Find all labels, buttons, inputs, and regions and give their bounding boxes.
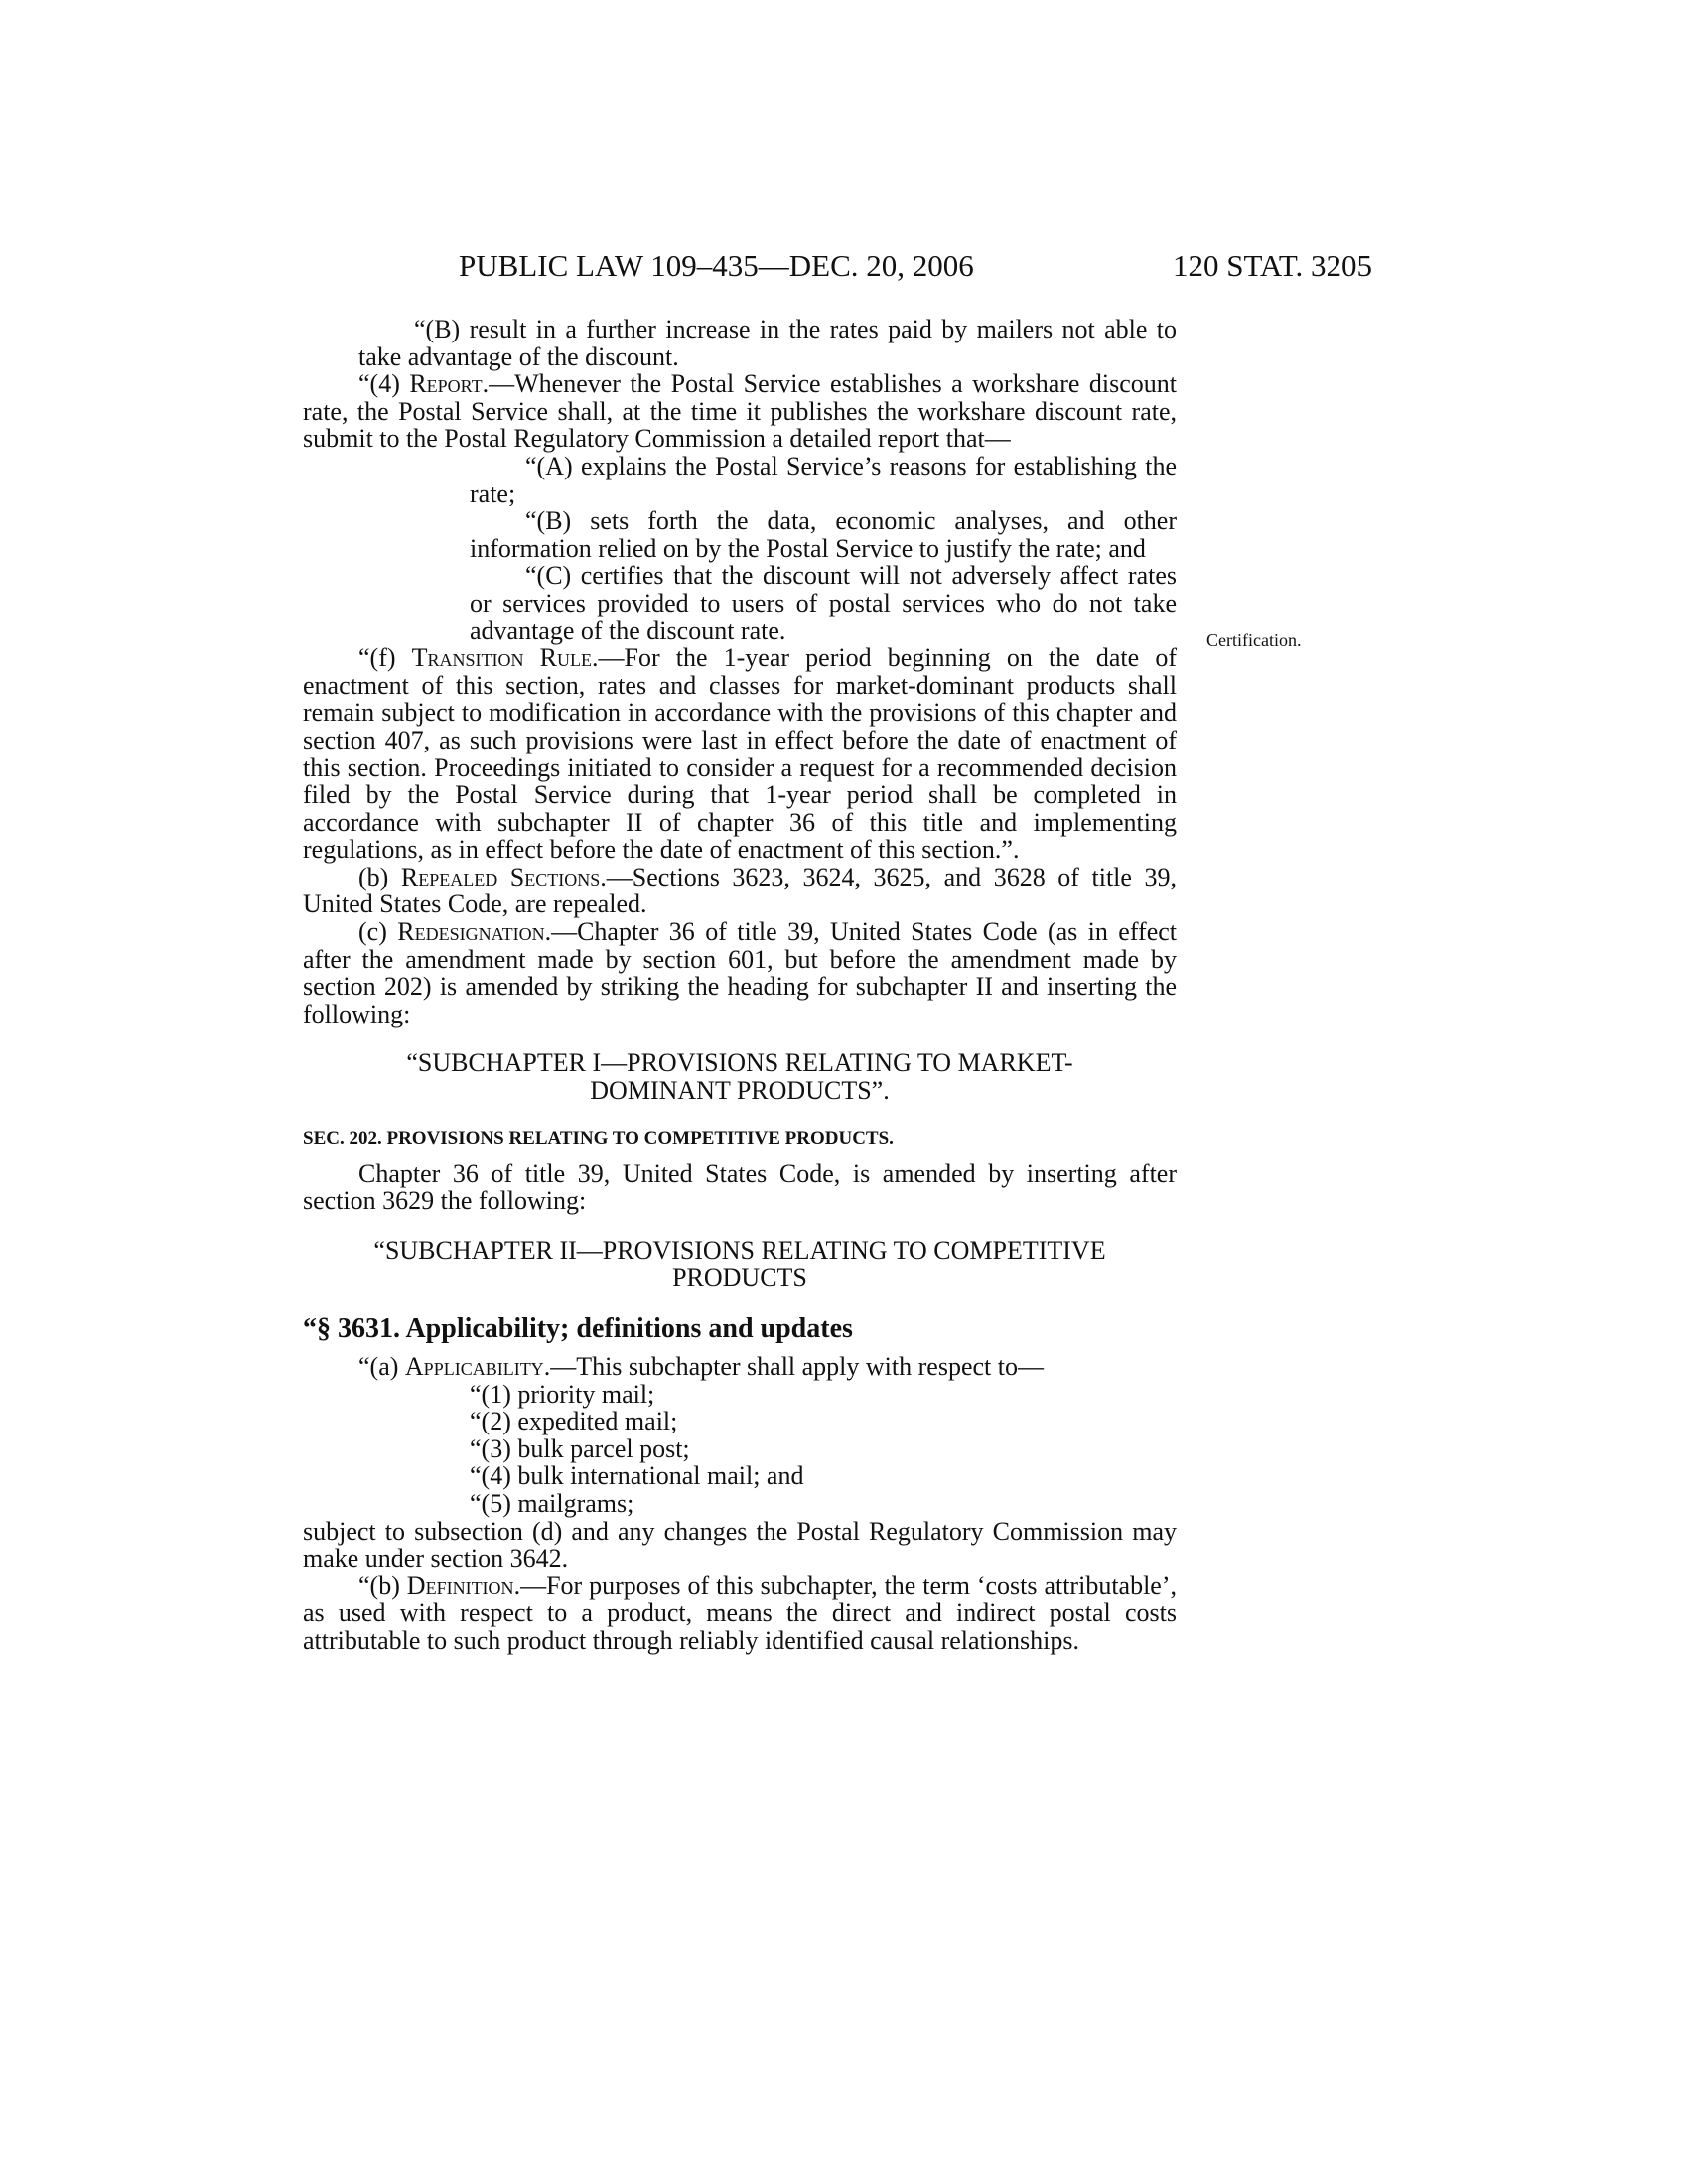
paragraph-b-sets-forth: [303, 507, 1177, 562]
paragraph-text: .—For the 1-year period beginning on the date of enactment of this section, rates and classes for market-dominant products shall remain subject to modification in accordance with the provisions of this chapter and section 407, as such provisions were last in effect before the date of enactment of this section. Proceedings initiated to consider a request for a recommended decision filed by the Postal Service during that 1-year period shall be completed in accordance with subchapter II of chapter 36 of this title and implementing regulations, as in effect before the date of enactment of this section.”.: [303, 643, 1177, 865]
list-item: “(5) mailgrams;: [470, 1488, 634, 1518]
paragraph-label: Report: [409, 369, 483, 399]
page-header: [459, 246, 1372, 286]
margin-note-certification: Certification.: [1206, 630, 1302, 650]
subchapter-2-heading: [303, 1237, 1177, 1292]
section-3631-title: “§ 3631. Applicability; definitions and updates: [303, 1313, 853, 1344]
paragraph-label: Redesignation: [397, 917, 545, 947]
paragraph-text: .—This subchapter shall apply with respect to—: [543, 1352, 1044, 1381]
paragraph-text: .—For purposes of this subchapter, the term ‘costs attributable’, as used with respect to a product, means the direct and indirect postal costs attributable to such product through reliably identified causal relationships.: [303, 1570, 1177, 1655]
paragraph-4-report: [303, 370, 1177, 453]
document-body: [303, 316, 1177, 1655]
paragraph-prefix: (b): [358, 862, 401, 891]
paragraph-label: Definition: [406, 1570, 514, 1600]
paragraph-text: .—Whenever the Postal Service establishes a workshare discount rate, the Postal Service shall, at the time it publishes the workshare discount rate, submit to the Postal Regulatory Commission a detailed report that—: [303, 369, 1177, 454]
paragraph-a-explains: [303, 453, 1177, 507]
paragraph-text: Chapter 36 of title 39, United States Code, is amended by inserting after section 3629 the following:: [303, 1159, 1177, 1216]
paragraph-b-definition: [303, 1572, 1177, 1655]
list-item: “(2) expedited mail;: [470, 1407, 678, 1436]
paragraph-b-result: [303, 316, 1177, 370]
subchapter-1-heading: [303, 1049, 1177, 1104]
header-law-date: PUBLIC LAW 109–435—DEC. 20, 2006: [459, 248, 974, 283]
paragraph-f-transition-rule: [303, 644, 1177, 864]
paragraph-text: “(C) certifies that the discount will not adversely affect rates or services provided to users of postal services who do not take advantage of the discount rate.: [470, 561, 1177, 645]
list-item: “(4) bulk international mail; and: [470, 1461, 804, 1491]
paragraph-subject-to: [303, 1518, 1177, 1572]
paragraph-label: Repealed Sections: [400, 862, 601, 891]
paragraph-c-redesignation: [303, 918, 1177, 1027]
paragraph-c-certifies: [303, 562, 1177, 644]
subchapter-heading-line: PRODUCTS: [672, 1263, 807, 1293]
paragraph-text: “(B) result in a further increase in the rates paid by mailers not able to take advantage of the discount.: [358, 315, 1177, 371]
paragraph-a-applicability: [303, 1353, 1177, 1381]
list-item: “(3) bulk parcel post;: [470, 1433, 690, 1463]
paragraph-label: Transition Rule: [411, 643, 592, 673]
paragraph-text: “(B) sets forth the data, economic analyses, and other information relied on by the Postal Service to justify the rate; and: [470, 506, 1177, 563]
paragraph-text: .—Sections 3623, 3624, 3625, and 3628 of title 39, United States Code, are repealed.: [303, 862, 1177, 919]
paragraph-chapter-36-amended: [303, 1160, 1177, 1215]
paragraph-text: .—Chapter 36 of title 39, United States Code (as in effect after the amendment made by section 601, but before the amendment made by section 202) is amended by striking the heading for subchapter II and inserting the following:: [303, 917, 1177, 1028]
paragraph-b-repealed-sections: [303, 864, 1177, 918]
subchapter-heading-line: “SUBCHAPTER I—PROVISIONS RELATING TO MARKET-: [406, 1048, 1073, 1078]
paragraph-prefix: “(f): [358, 643, 412, 673]
applicability-list: [303, 1381, 1177, 1518]
paragraph-prefix: “(b): [358, 1570, 407, 1600]
list-item: “(1) priority mail;: [470, 1379, 655, 1409]
header-stat-page: 120 STAT. 3205: [1172, 248, 1372, 283]
section-202-heading: SEC. 202. PROVISIONS RELATING TO COMPETITIVE PRODUCTS.: [303, 1127, 894, 1149]
paragraph-prefix: (c): [358, 917, 398, 947]
subchapter-heading-line: “SUBCHAPTER II—PROVISIONS RELATING TO COMPETITIVE: [373, 1235, 1106, 1265]
subchapter-heading-line: DOMINANT PRODUCTS”.: [590, 1076, 890, 1106]
paragraph-text: “(A) explains the Postal Service’s reasons for establishing the rate;: [470, 451, 1177, 508]
paragraph-text: subject to subsection (d) and any changes the Postal Regulatory Commission may make under section 3642.: [303, 1516, 1177, 1573]
paragraph-label: Applicability: [404, 1352, 544, 1381]
paragraph-prefix: “(4): [358, 369, 410, 399]
paragraph-prefix: “(a): [358, 1352, 405, 1381]
